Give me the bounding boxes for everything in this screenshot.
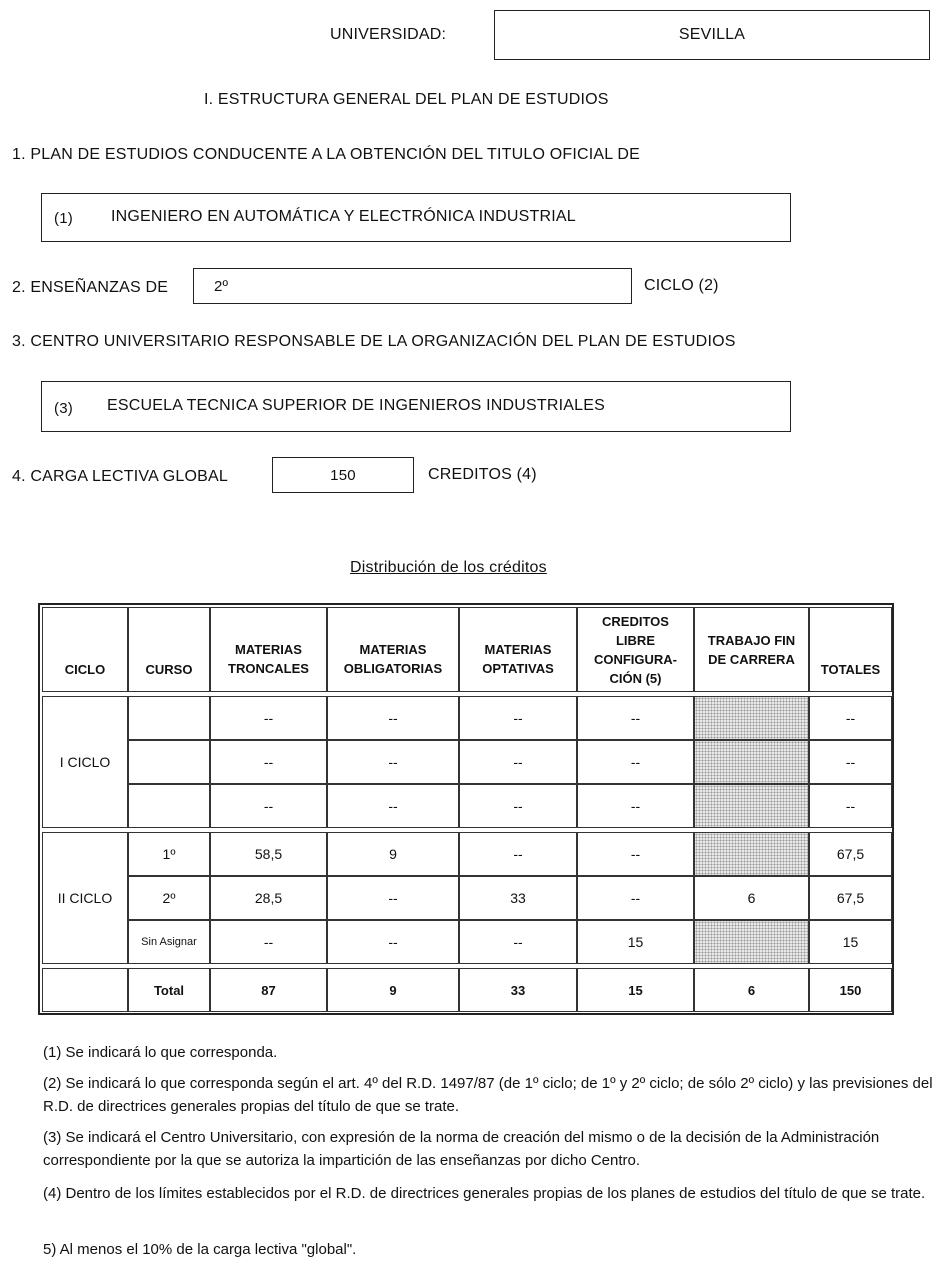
cell-totales: -- <box>809 740 892 784</box>
cell-troncales: 58,5 <box>210 832 327 876</box>
cell-curso: 2º <box>128 876 210 920</box>
cell-libre: -- <box>577 876 694 920</box>
item1-label: 1. PLAN DE ESTUDIOS CONDUCENTE A LA OBTENCIÓN DEL TITULO OFICIAL DE <box>12 146 641 163</box>
credits-table <box>38 603 894 1015</box>
item4-suffix: CREDITOS (4) <box>428 466 537 483</box>
cell-obligatorias: -- <box>327 784 459 828</box>
cell-optativas: 33 <box>459 876 577 920</box>
total-label: Total <box>128 968 210 1012</box>
university-value: SEVILLA <box>678 26 746 43</box>
col-header-ciclo: CICLO <box>42 607 128 692</box>
cell-curso <box>128 740 210 784</box>
cell-troncales: -- <box>210 784 327 828</box>
item3-value: ESCUELA TECNICA SUPERIOR DE INGENIEROS INDUSTRIALES <box>107 397 606 414</box>
cell-curso: 1º <box>128 832 210 876</box>
ciclo-2-label: II CICLO <box>42 832 128 964</box>
total-obligatorias: 9 <box>327 968 459 1012</box>
cell-tfc-shaded <box>694 696 809 740</box>
item2-box <box>193 268 632 304</box>
footnote-4: (4) Dentro de los límites establecidos por el R.D. de directrices generales propias de los planes de estudios del título de que se trate. <box>43 1185 926 1202</box>
cell-troncales: -- <box>210 920 327 964</box>
cell-libre: -- <box>577 696 694 740</box>
cell-tfc: 6 <box>694 876 809 920</box>
item2-label: 2. ENSEÑANZAS DE <box>12 279 169 296</box>
col-header-totales: TOTALES <box>809 607 892 692</box>
total-libre: 15 <box>577 968 694 1012</box>
footnote-2: (2) Se indicará lo que corresponda según el art. 4º del R.D. 1497/87 (de 1º ciclo; de 1º y 2º ciclo; de sólo 2º ciclo) y las previsiones del R.D. de directrices generales propias del título de que se trate. <box>43 1075 933 1115</box>
cell-curso <box>128 696 210 740</box>
cell-optativas: -- <box>459 784 577 828</box>
cell-libre: 15 <box>577 920 694 964</box>
cell-optativas: -- <box>459 832 577 876</box>
cell-totales: 67,5 <box>809 832 892 876</box>
total-tfc: 6 <box>694 968 809 1012</box>
cell-tfc-shaded <box>694 920 809 964</box>
cell-troncales: -- <box>210 740 327 784</box>
cell-totales: -- <box>809 784 892 828</box>
total-totales: 150 <box>809 968 892 1012</box>
university-label: UNIVERSIDAD: <box>330 26 447 43</box>
item2-value: 2º <box>214 278 229 295</box>
cell-obligatorias: -- <box>327 876 459 920</box>
ciclo-1-label: I CICLO <box>42 696 128 828</box>
item3-box <box>41 381 791 432</box>
cell-obligatorias: -- <box>327 920 459 964</box>
total-troncales: 87 <box>210 968 327 1012</box>
cell-optativas: -- <box>459 920 577 964</box>
col-header-curso: CURSO <box>128 607 210 692</box>
item2-suffix: CICLO (2) <box>644 277 719 294</box>
footnote-5: 5) Al menos el 10% de la carga lectiva "global". <box>43 1241 357 1258</box>
cell-libre: -- <box>577 740 694 784</box>
cell-obligatorias: -- <box>327 696 459 740</box>
cell-libre: -- <box>577 784 694 828</box>
cell-optativas: -- <box>459 740 577 784</box>
col-header-libre-configuracion: CREDITOS LIBRE CONFIGURA- CIÓN (5) <box>577 607 694 692</box>
item4-label: 4. CARGA LECTIVA GLOBAL <box>12 468 228 485</box>
item1-value: INGENIERO EN AUTOMÁTICA Y ELECTRÓNICA INDUSTRIAL <box>111 208 576 225</box>
total-optativas: 33 <box>459 968 577 1012</box>
cell-tfc-shaded <box>694 832 809 876</box>
item4-value: 150 <box>330 467 356 484</box>
cell-obligatorias: 9 <box>327 832 459 876</box>
cell-curso: Sin Asignar <box>128 920 210 964</box>
footnote-1: (1) Se indicará lo que corresponda. <box>43 1044 278 1061</box>
total-ciclo <box>42 968 128 1012</box>
item4-box <box>272 457 414 493</box>
cell-totales: 67,5 <box>809 876 892 920</box>
cell-obligatorias: -- <box>327 740 459 784</box>
col-header-obligatorias: MATERIAS OBLIGATORIAS <box>327 607 459 692</box>
cell-troncales: -- <box>210 696 327 740</box>
cell-optativas: -- <box>459 696 577 740</box>
cell-tfc-shaded <box>694 740 809 784</box>
item3-ref: (3) <box>54 400 73 417</box>
cell-totales: -- <box>809 696 892 740</box>
item1-ref: (1) <box>54 210 73 227</box>
cell-libre: -- <box>577 832 694 876</box>
table-title: Distribución de los créditos <box>350 559 547 576</box>
university-box <box>494 10 930 60</box>
section-title: I. ESTRUCTURA GENERAL DEL PLAN DE ESTUDIOS <box>204 91 609 108</box>
cell-totales: 15 <box>809 920 892 964</box>
footnote-3: (3) Se indicará el Centro Universitario, con expresión de la norma de creación del mismo o de la decisión de la Administración correspondiente por la que se autoriza la impartición de las enseñanzas por dicho Centro. <box>43 1129 880 1169</box>
cell-troncales: 28,5 <box>210 876 327 920</box>
item3-label: 3. CENTRO UNIVERSITARIO RESPONSABLE DE LA ORGANIZACIÓN DEL PLAN DE ESTUDIOS <box>12 333 736 350</box>
col-header-optativas: MATERIAS OPTATIVAS <box>459 607 577 692</box>
col-header-trabajo-fin-carrera: TRABAJO FIN DE CARRERA <box>694 607 809 692</box>
col-header-troncales: MATERIAS TRONCALES <box>210 607 327 692</box>
cell-tfc-shaded <box>694 784 809 828</box>
item1-box <box>41 193 791 242</box>
cell-curso <box>128 784 210 828</box>
